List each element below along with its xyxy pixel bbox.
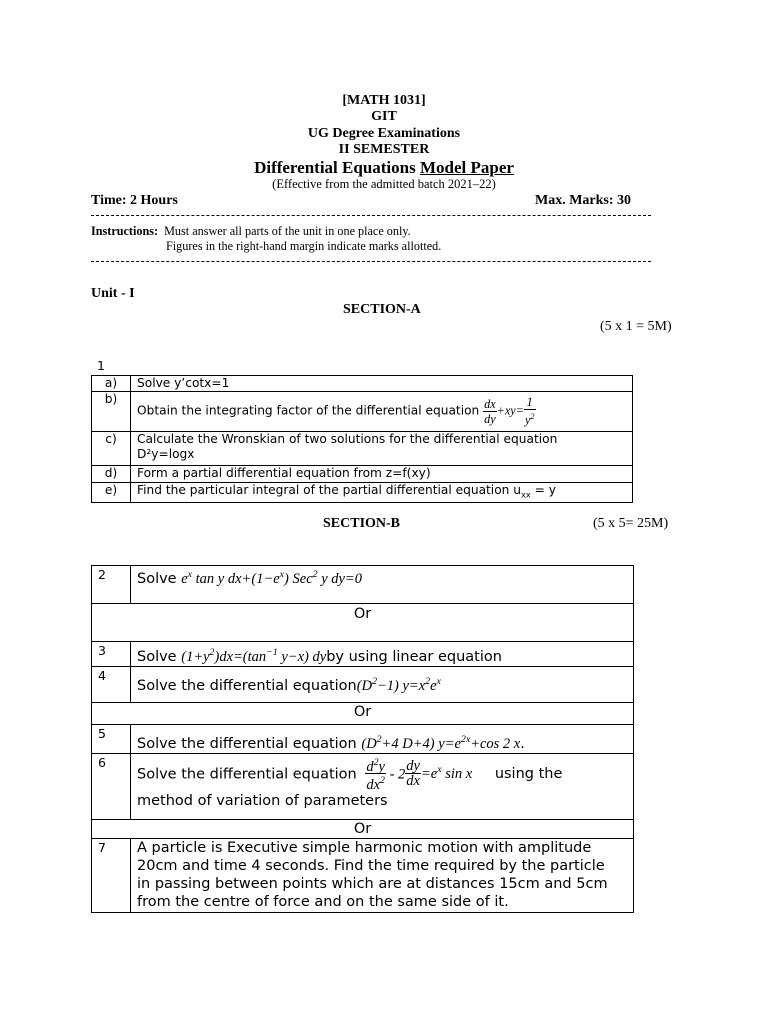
table-row — [92, 376, 633, 392]
item-text-tail: = y — [530, 483, 556, 497]
question-number-1: 1 — [97, 358, 105, 373]
question-number: 6 — [92, 753, 131, 819]
question-tail: by using linear equation — [326, 648, 502, 665]
question-line: in passing between points which are at distances 15cm and 5cm — [137, 875, 608, 892]
divider — [91, 215, 651, 216]
question-text: Solve the differential equation — [137, 677, 357, 694]
equation: $e^x$ tan y $dx+(1-e^x)$ Sec$^2$ y dy=0 — [181, 569, 362, 587]
item-text: Obtain the integrating factor of the differential equation — [137, 404, 480, 418]
subject-name: Differential Equations — [254, 158, 416, 177]
paper-title — [0, 158, 768, 178]
question-cell — [131, 666, 634, 702]
effective-note: (Effective from the admitted batch 2021–22) — [272, 177, 496, 191]
item-subscript: xx — [520, 489, 531, 500]
question-number: 3 — [92, 642, 131, 667]
table-row — [92, 566, 634, 604]
question-tail: using the — [494, 765, 563, 782]
question-cell — [131, 838, 634, 912]
question-number: 4 — [92, 666, 131, 702]
institution: GIT — [371, 109, 397, 124]
section-a-marks: (5 x 1 = 5M) — [600, 319, 672, 334]
table-row — [92, 666, 634, 702]
question-text: Solve the differential equation — [137, 735, 357, 752]
instruction-line-2: Figures in the right-hand margin indicate marks allotted. — [166, 239, 442, 253]
section-a-title: SECTION-A — [343, 302, 421, 317]
fraction-dx-dy: $\frac{dx}{dy}$ — [484, 397, 496, 426]
or-separator: Or — [92, 702, 634, 724]
section-b-title: SECTION-B — [323, 516, 401, 531]
table-row — [92, 604, 634, 642]
question-cell — [131, 724, 634, 753]
equation: $(1+y^2)dx=(\tan^{-1}$ y−x) dy — [181, 647, 327, 665]
or-separator: Or — [92, 819, 634, 838]
fraction-d2y-dx2: $\frac{d^2y}{dx^2}$ — [366, 756, 385, 794]
item-label: a) — [92, 376, 131, 392]
semester: II SEMESTER — [338, 142, 430, 157]
item-text-cell — [131, 483, 633, 503]
item-text: Find the particular integral of the partial differential equation u — [137, 483, 521, 497]
question-text-line2: method of variation of parameters — [137, 793, 388, 810]
fraction-1-y2: $\frac{1}{y^2}$ — [524, 395, 535, 428]
item-label: e) — [92, 483, 131, 503]
question-cell — [131, 566, 634, 604]
question-number: 5 — [92, 724, 131, 753]
table-row — [92, 838, 634, 912]
table-row — [92, 483, 633, 503]
section-b-table — [91, 565, 634, 913]
question-line: A particle is Executive simple harmonic motion with amplitude — [137, 839, 592, 856]
table-row — [92, 466, 633, 483]
table-row — [92, 753, 634, 819]
fraction-dy-dx: $\frac{dy}{dx}$ — [406, 758, 420, 790]
unit-title: Unit - I — [91, 286, 135, 301]
max-marks: Max. Marks: 30 — [535, 193, 632, 208]
item-text-cell — [131, 432, 633, 466]
section-b-marks: (5 x 5= 25M) — [593, 516, 669, 531]
exam-name: UG Degree Examinations — [307, 126, 461, 141]
item-label: b) — [92, 392, 131, 432]
item-text: Calculate the Wronskian of two solutions for the differential equation — [137, 432, 558, 446]
table-row — [92, 432, 633, 466]
question-number: 7 — [92, 838, 131, 912]
item-label: d) — [92, 466, 131, 483]
item-text-cell: Obtain the integrating factor of the differential equation $\frac{dx}{dy}$ +xy= $\frac{1}{y^2}$ — [131, 392, 633, 432]
item-text: Solve y’cotx=1 — [131, 376, 633, 392]
question-text: Solve — [137, 648, 177, 665]
or-separator: Or — [92, 604, 634, 642]
table-row — [92, 819, 634, 838]
question-line: 20cm and time 4 seconds. Find the time required by the particle — [137, 857, 605, 874]
paper-type: Model Paper — [419, 158, 514, 177]
table-row — [92, 702, 634, 724]
question-tail: . — [520, 735, 525, 752]
instructions-block — [91, 224, 441, 254]
question-cell: Solve the differential equation $\frac{d^2y}{dx^2}$ - 2 $\frac{dy}{dx}$ $=e^x$ sin x using the method of variation of parameters — [131, 753, 634, 819]
table-row — [92, 642, 634, 667]
item-label: c) — [92, 432, 131, 466]
item-text-line2: D²y=logx — [137, 447, 195, 461]
course-code: [MATH 1031] — [342, 93, 426, 108]
table-row — [92, 392, 633, 432]
question-cell — [131, 642, 634, 667]
instruction-line-1: Must answer all parts of the unit in one place only. — [164, 224, 411, 238]
equation: ($D^2+4$ D+4) $y=e^{2x}+\cos$ 2 x — [361, 733, 521, 752]
instructions-label: Instructions: — [91, 224, 159, 238]
question-text: Solve — [137, 570, 177, 587]
section-a-table — [91, 375, 633, 503]
item-text: Form a partial differential equation from z=f(xy) — [131, 466, 633, 483]
exam-time: Time: 2 Hours — [91, 193, 178, 208]
divider — [91, 261, 651, 262]
equation: $(D^2-1)$ $y=x^2e^x$ — [356, 675, 441, 694]
question-line: from the centre of force and on the same side of it. — [137, 893, 509, 910]
question-text: Solve the differential equation — [137, 765, 357, 782]
question-number: 2 — [92, 566, 131, 604]
table-row — [92, 724, 634, 753]
